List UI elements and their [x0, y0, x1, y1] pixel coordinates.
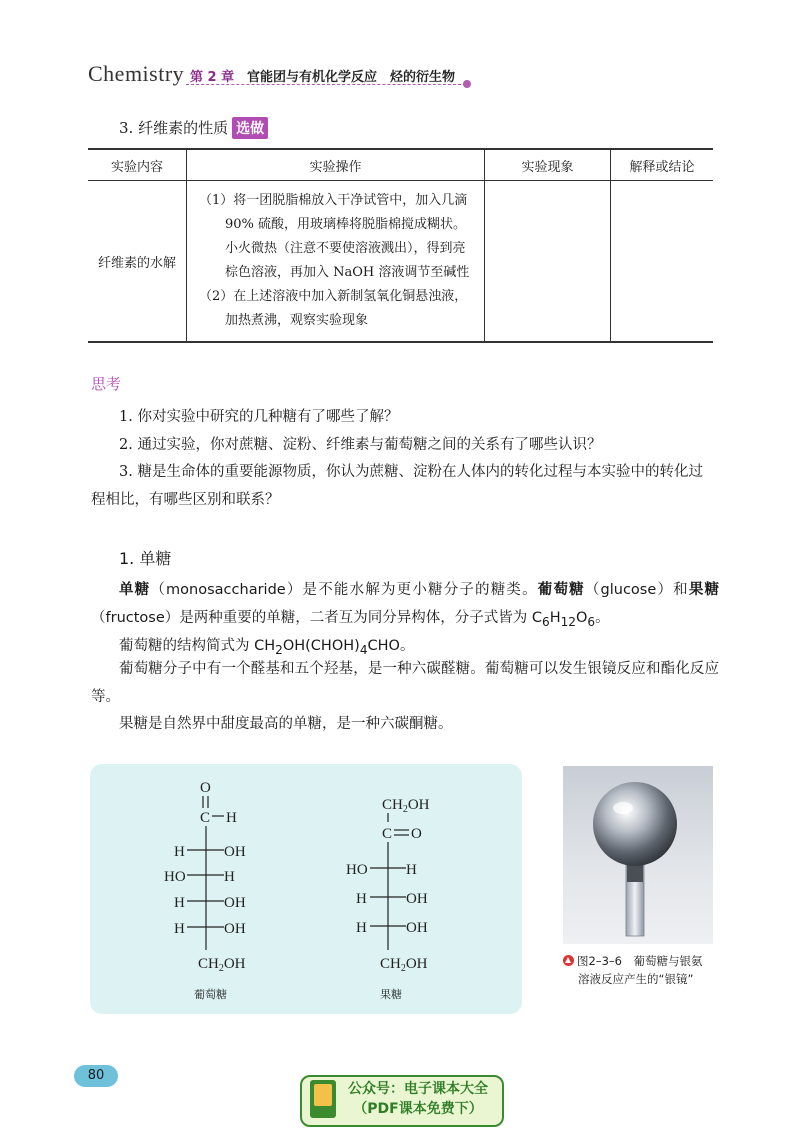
- table-cell-content: 纤维素的水解: [88, 181, 187, 343]
- formula-part: O: [575, 610, 588, 626]
- fructose-structure: [346, 797, 430, 1001]
- substituent: OH: [406, 920, 428, 936]
- section1-title: 1. 单糖: [119, 549, 172, 568]
- paragraph-glucose-props: 葡萄糖分子中有一个醛基和五个羟基，是一种六碳醛糖。葡萄糖可以发生银镜反应和酯化反应等。: [91, 661, 719, 705]
- thinking-question: 3. 糖是生命体的重要能源物质，你认为蔗糖、淀粉在人体内的转化过程与本实验中的转化过程相比，有哪些区别和联系？: [91, 464, 703, 508]
- formula-sub: 2: [275, 642, 283, 657]
- glucose-structure: [164, 780, 246, 1001]
- formula-sub: 6: [587, 614, 596, 629]
- optional-badge: 选做: [232, 117, 268, 139]
- substituent: H: [174, 844, 185, 860]
- text: （fructose）是两种重要的单糖，二者互为同分异构体，分子式皆为: [91, 610, 532, 626]
- table-row: [88, 181, 713, 343]
- glucose-c1: C: [200, 810, 211, 826]
- caption-line: [563, 952, 723, 970]
- thinking-label: 思考: [91, 375, 122, 393]
- table-header: 实验操作: [187, 149, 485, 181]
- substituent: OH: [224, 921, 246, 937]
- term-monosaccharide: 单糖: [119, 582, 151, 598]
- page-number: 80: [74, 1065, 118, 1087]
- fructose-bottom: $CH_2OH$: [380, 956, 428, 974]
- header-subject: Chemistry: [88, 61, 185, 86]
- substituent: HO: [164, 869, 186, 885]
- header-title: 官能团与有机化学反应 烃的衍生物: [247, 70, 456, 85]
- caption-text: 图2–3–6 葡萄糖与银氨: [577, 954, 703, 968]
- term-glucose: 葡萄糖: [537, 582, 585, 598]
- substituent: H: [174, 895, 185, 911]
- formula-part: CH: [254, 638, 276, 654]
- substituent: H: [224, 869, 235, 885]
- glucose-c1-h: H: [226, 810, 237, 826]
- thinking-question: 1. 你对实验中研究的几种糖有了哪些了解？: [119, 409, 399, 425]
- header-dot: [463, 80, 471, 88]
- section3-title: 3. 纤维素的性质: [119, 119, 229, 137]
- figure-caption: [563, 952, 723, 988]
- header-divider: [186, 84, 466, 85]
- text: 。: [595, 610, 610, 626]
- operation-step: （2）在上述溶液中加入新制氢氧化铜悬浊液，加热煮沸，观察实验现象: [199, 289, 468, 328]
- table-header-row: [88, 149, 713, 181]
- watermark-line2: （PDF课本免费下）: [353, 1101, 483, 1117]
- table-cell-conclusion: [611, 181, 714, 343]
- text: 。: [399, 638, 415, 654]
- structural-formula: [254, 638, 400, 657]
- silver-flask-image: [563, 766, 713, 944]
- operation-step: （1）将一团脱脂棉放入干净试管中，加入几滴 90% 硫酸，用玻璃棒将脱脂棉搅成糊状。小火微热（注意不要使溶液溅出），得到亮棕色溶液，再加入 NaOH 溶液调节至碱性: [199, 193, 470, 280]
- term-fructose: 果糖: [688, 582, 720, 598]
- substituent: H: [174, 921, 185, 937]
- glucose-name: 葡萄糖: [194, 988, 227, 1001]
- text: 葡萄糖的结构简式为: [119, 638, 255, 654]
- substituent: OH: [224, 895, 246, 911]
- table-cell-phenomenon: [485, 181, 611, 343]
- table-header: 实验现象: [485, 149, 611, 181]
- paragraph-monosaccharide: [91, 576, 719, 636]
- header-chapter: 第 2 章: [190, 70, 235, 85]
- figure-marker-icon: [563, 955, 574, 966]
- formula-sub: 6: [542, 614, 550, 629]
- table-cell-operation: [187, 181, 485, 343]
- thinking-question: 2. 通过实验，你对蔗糖、淀粉、纤维素与葡萄糖之间的关系有了哪些认识？: [119, 437, 602, 453]
- text: （glucose）和: [584, 582, 689, 598]
- substituent: H: [356, 891, 367, 907]
- fructose-ketone-o: O: [411, 826, 422, 842]
- fructose-name: 果糖: [380, 988, 402, 1001]
- formula-part: OH(CHOH): [282, 638, 360, 654]
- text: （monosaccharide）是不能水解为更小糖分子的糖类。: [150, 582, 538, 598]
- formula-part: H: [549, 610, 561, 626]
- formula-sub: 12: [560, 614, 576, 629]
- silver-mirror-photo: [563, 766, 713, 944]
- glucose-bottom: $CH_2OH$: [198, 956, 246, 974]
- formula-part: C: [531, 610, 542, 626]
- substituent: OH: [224, 844, 246, 860]
- section3-heading: [119, 117, 268, 139]
- fructose-c2: C: [382, 826, 393, 842]
- substituent: H: [406, 862, 417, 878]
- fructose-top: $CH_2OH$: [382, 797, 430, 815]
- substituent: H: [356, 920, 367, 936]
- structure-diagram: [90, 764, 522, 1014]
- formula-part: CHO: [367, 638, 400, 654]
- paragraph-fructose: 果糖是自然界中甜度最高的单糖，是一种六碳酮糖。: [119, 716, 453, 732]
- watermark-line1: 公众号：电子课本大全: [348, 1081, 488, 1097]
- substituent: HO: [346, 862, 368, 878]
- experiment-table: [88, 148, 713, 343]
- table-header: 实验内容: [88, 149, 187, 181]
- substituent: OH: [406, 891, 428, 907]
- glucose-aldehyde-o: O: [200, 780, 211, 796]
- watermark-logo-inner: [314, 1084, 332, 1106]
- caption-line: 溶液反应产生的“银镜”: [578, 972, 694, 986]
- molecular-formula: [531, 610, 596, 629]
- table-header: 解释或结论: [611, 149, 714, 181]
- formula-sub: 4: [359, 642, 368, 657]
